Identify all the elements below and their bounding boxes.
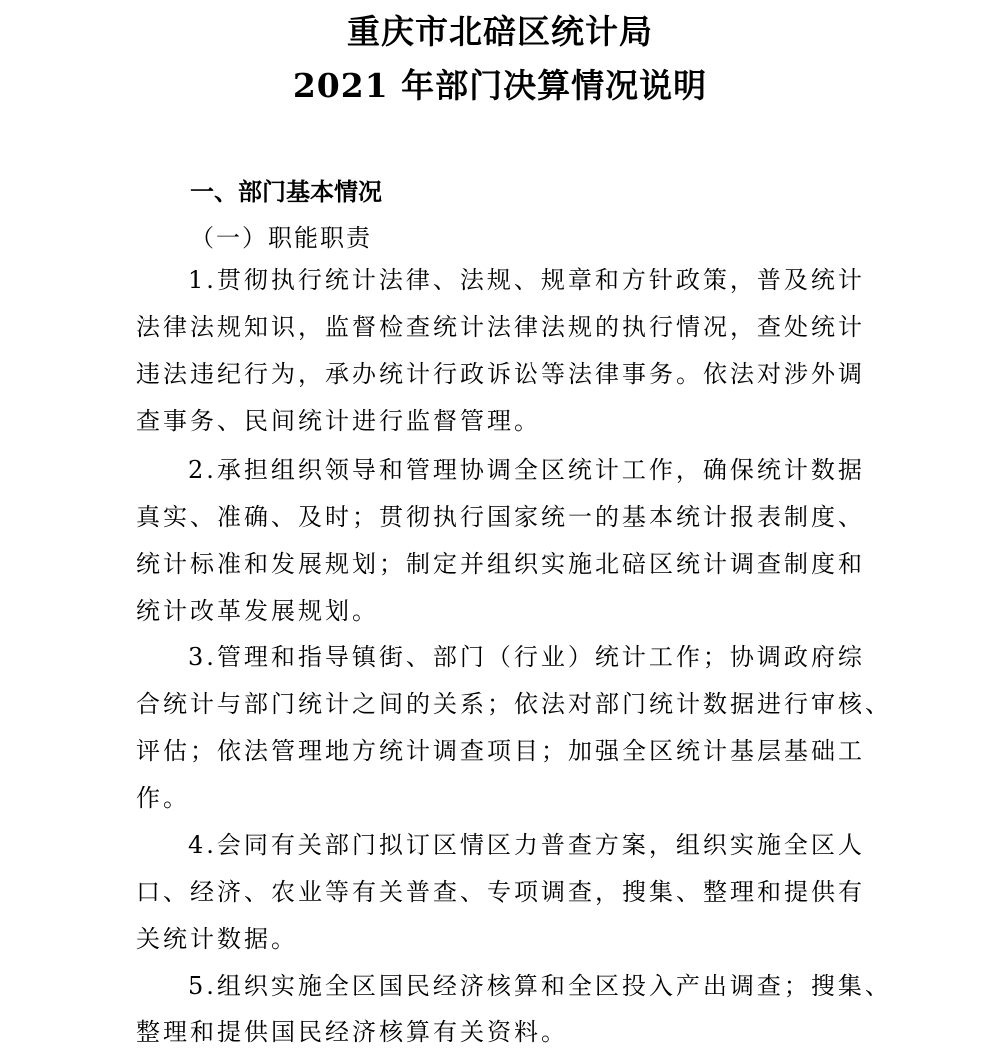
paragraph-line: 作。	[136, 784, 190, 812]
paragraph-line: 合统计与部门统计之间的关系；依法对部门统计数据进行审核、	[136, 690, 892, 718]
section-heading-basic-info: 一、部门基本情况	[190, 178, 382, 206]
paragraph-line: 法律法规知识，监督检查统计法律法规的执行情况，查处统计	[136, 313, 865, 341]
paragraph-line: 口、经济、农业等有关普查、专项调查，搜集、整理和提供有	[136, 878, 865, 906]
paragraph-line: 真实、准确、及时；贯彻执行国家统一的基本统计报表制度、	[136, 503, 865, 531]
paragraph-line: 4.会同有关部门拟订区情区力普查方案，组织实施全区人	[188, 831, 865, 859]
paragraph-line: 整理和提供国民经济核算有关资料。	[136, 1018, 568, 1046]
paragraph-line: 统计标准和发展规划；制定并组织实施北碚区统计调查制度和	[136, 550, 865, 578]
paragraph-line: 查事务、民间统计进行监督管理。	[136, 407, 541, 435]
paragraph-line: 1.贯彻执行统计法律、法规、规章和方针政策，普及统计	[188, 266, 865, 294]
document-title-line2: 2021 年部门决算情况说明	[292, 66, 708, 105]
paragraph-line: 统计改革发展规划。	[136, 597, 379, 625]
paragraph-line: 关统计数据。	[136, 925, 298, 953]
paragraph-line: 2.承担组织领导和管理协调全区统计工作，确保统计数据	[188, 456, 865, 484]
paragraph-line: 评估；依法管理地方统计调查项目；加强全区统计基层基础工	[136, 737, 865, 765]
subsection-heading-functions: （一）职能职责	[190, 224, 372, 252]
paragraph-line: 违法违纪行为，承办统计行政诉讼等法律事务。依法对涉外调	[136, 360, 865, 388]
paragraph-line: 5.组织实施全区国民经济核算和全区投入产出调查；搜集、	[188, 972, 892, 1000]
document-title-line1: 重庆市北碚区统计局	[347, 12, 653, 51]
paragraph-line: 3.管理和指导镇街、部门（行业）统计工作；协调政府综	[188, 643, 865, 671]
